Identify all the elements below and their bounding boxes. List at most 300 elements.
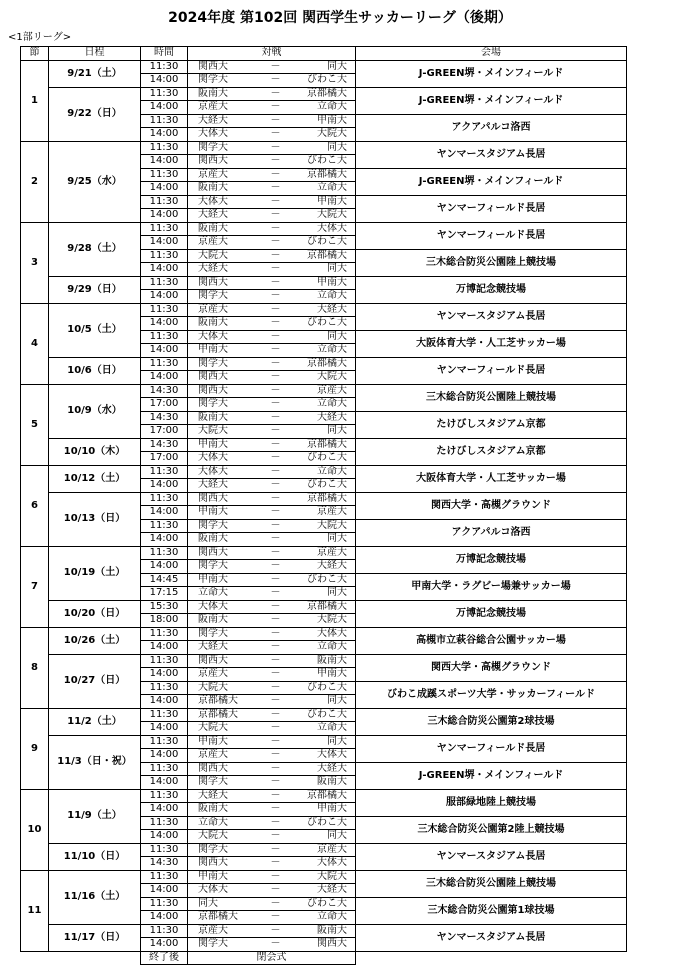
kickoff-time: 11:30 — [141, 492, 188, 506]
away-team: 京産大 — [296, 546, 356, 560]
away-team: びわこ大 — [296, 816, 356, 830]
venue-name: 万博記念競技場 — [356, 600, 627, 627]
home-team: 大体大 — [188, 128, 256, 142]
header-row — [21, 47, 627, 61]
match-row — [21, 546, 627, 560]
vs-dash: － — [256, 398, 296, 412]
match-date: 10/27（日） — [49, 654, 141, 708]
away-team: 大経大 — [296, 884, 356, 898]
venue-name: 甲南大学・ラグビー場兼サッカー場 — [356, 573, 627, 600]
home-team: 大経大 — [188, 641, 256, 655]
vs-dash: － — [256, 263, 296, 277]
venue-name: 高槻市立萩谷総合公園サッカー場 — [356, 627, 627, 654]
round-number: 9 — [21, 708, 49, 789]
away-team: びわこ大 — [296, 74, 356, 88]
match-row — [21, 141, 627, 155]
closing-row — [21, 951, 627, 965]
vs-dash: － — [256, 425, 296, 439]
kickoff-time: 14:00 — [141, 506, 188, 520]
blank-cell — [21, 951, 49, 965]
match-date: 11/10（日） — [49, 843, 141, 870]
kickoff-time: 11:30 — [141, 735, 188, 749]
vs-dash: － — [256, 708, 296, 722]
match-row — [21, 735, 627, 749]
venue-name: 大阪体育大学・人工芝サッカー場 — [356, 330, 627, 357]
away-team: 関西大 — [296, 938, 356, 952]
match-date: 10/5（土） — [49, 303, 141, 357]
vs-dash: － — [256, 128, 296, 142]
match-row — [21, 357, 627, 371]
kickoff-time: 14:00 — [141, 722, 188, 736]
away-team: 京都橘大 — [296, 357, 356, 371]
away-team: 大体大 — [296, 857, 356, 871]
home-team: 甲南大 — [188, 870, 256, 884]
match-date: 11/3（日・祝） — [49, 735, 141, 789]
away-team: 阪南大 — [296, 924, 356, 938]
away-team: 京都橘大 — [296, 492, 356, 506]
away-team: 大体大 — [296, 627, 356, 641]
home-team: 京都橘大 — [188, 911, 256, 925]
home-team: 阪南大 — [188, 222, 256, 236]
page-title: 2024年度 第102回 関西学生サッカーリーグ（後期） — [168, 10, 512, 26]
kickoff-time: 14:00 — [141, 344, 188, 358]
round-number: 7 — [21, 546, 49, 627]
blank-cell — [356, 951, 627, 965]
round-number: 4 — [21, 303, 49, 384]
venue-name: ヤンマーフィールド長居 — [356, 222, 627, 249]
vs-dash: － — [256, 722, 296, 736]
vs-dash: － — [256, 573, 296, 587]
kickoff-time: 14:00 — [141, 911, 188, 925]
vs-dash: － — [256, 762, 296, 776]
kickoff-time: 17:15 — [141, 587, 188, 601]
kickoff-time: 14:30 — [141, 857, 188, 871]
away-team: 大院大 — [296, 614, 356, 628]
header-date: 日程 — [49, 47, 141, 61]
vs-dash: － — [256, 438, 296, 452]
away-team: 甲南大 — [296, 803, 356, 817]
kickoff-time: 11:30 — [141, 924, 188, 938]
kickoff-time: 14:00 — [141, 290, 188, 304]
home-team: 甲南大 — [188, 735, 256, 749]
venue-name: J-GREEN堺・メインフィールド — [356, 762, 627, 789]
away-team: 甲南大 — [296, 195, 356, 209]
match-date: 10/10（木） — [49, 438, 141, 465]
away-team: 大経大 — [296, 303, 356, 317]
vs-dash: － — [256, 924, 296, 938]
away-team: 同大 — [296, 695, 356, 709]
home-team: 関学大 — [188, 843, 256, 857]
home-team: 立命大 — [188, 587, 256, 601]
venue-name: ヤンマースタジアム長居 — [356, 303, 627, 330]
away-team: 京都橘大 — [296, 600, 356, 614]
home-team: 関学大 — [188, 74, 256, 88]
vs-dash: － — [256, 627, 296, 641]
away-team: 甲南大 — [296, 114, 356, 128]
home-team: 京産大 — [188, 303, 256, 317]
home-team: 関西大 — [188, 276, 256, 290]
vs-dash: － — [256, 195, 296, 209]
away-team: 同大 — [296, 60, 356, 74]
vs-dash: － — [256, 357, 296, 371]
home-team: 大体大 — [188, 465, 256, 479]
vs-dash: － — [256, 519, 296, 533]
venue-name: 三木総合防災公園第2球技場 — [356, 708, 627, 735]
match-row — [21, 789, 627, 803]
home-team: 関学大 — [188, 560, 256, 574]
away-team: 立命大 — [296, 641, 356, 655]
home-team: 関学大 — [188, 627, 256, 641]
kickoff-time: 14:00 — [141, 533, 188, 547]
header-sec: 節 — [21, 47, 49, 61]
home-team: 大経大 — [188, 114, 256, 128]
kickoff-time: 11:30 — [141, 114, 188, 128]
match-date: 10/13（日） — [49, 492, 141, 546]
match-date: 9/22（日） — [49, 87, 141, 141]
away-team: 同大 — [296, 425, 356, 439]
header-time: 時間 — [141, 47, 188, 61]
vs-dash: － — [256, 87, 296, 101]
away-team: 同大 — [296, 587, 356, 601]
match-date: 9/25（水） — [49, 141, 141, 222]
match-date: 10/6（日） — [49, 357, 141, 384]
away-team: 京都橘大 — [296, 438, 356, 452]
kickoff-time: 14:00 — [141, 830, 188, 844]
match-row — [21, 438, 627, 452]
kickoff-time: 14:00 — [141, 479, 188, 493]
vs-dash: － — [256, 816, 296, 830]
home-team: 関学大 — [188, 938, 256, 952]
kickoff-time: 14:00 — [141, 128, 188, 142]
home-team: 関学大 — [188, 141, 256, 155]
home-team: 大経大 — [188, 263, 256, 277]
kickoff-time: 14:00 — [141, 560, 188, 574]
vs-dash: － — [256, 384, 296, 398]
kickoff-time: 11:30 — [141, 546, 188, 560]
away-team: びわこ大 — [296, 681, 356, 695]
home-team: 関西大 — [188, 654, 256, 668]
venue-name: 関西大学・高槻グラウンド — [356, 492, 627, 519]
kickoff-time: 14:00 — [141, 263, 188, 277]
match-row — [21, 843, 627, 857]
match-row — [21, 492, 627, 506]
away-team: 京都橘大 — [296, 168, 356, 182]
vs-dash: － — [256, 465, 296, 479]
home-team: 同大 — [188, 897, 256, 911]
round-number: 5 — [21, 384, 49, 465]
venue-name: ヤンマーフィールド長居 — [356, 735, 627, 762]
home-team: 関西大 — [188, 60, 256, 74]
kickoff-time: 11:30 — [141, 357, 188, 371]
kickoff-time: 14:00 — [141, 317, 188, 331]
away-team: びわこ大 — [296, 479, 356, 493]
away-team: 同大 — [296, 830, 356, 844]
home-team: 京産大 — [188, 749, 256, 763]
match-row — [21, 924, 627, 938]
match-date: 9/29（日） — [49, 276, 141, 303]
vs-dash: － — [256, 492, 296, 506]
vs-dash: － — [256, 830, 296, 844]
vs-dash: － — [256, 654, 296, 668]
away-team: びわこ大 — [296, 708, 356, 722]
away-team: 同大 — [296, 263, 356, 277]
kickoff-time: 14:00 — [141, 668, 188, 682]
header-match: 対戦 — [188, 47, 356, 61]
away-team: 京都橘大 — [296, 789, 356, 803]
vs-dash: － — [256, 668, 296, 682]
home-team: 阪南大 — [188, 614, 256, 628]
home-team: 京産大 — [188, 924, 256, 938]
venue-name: ヤンマーフィールド長居 — [356, 357, 627, 384]
home-team: 京産大 — [188, 101, 256, 115]
kickoff-time: 11:30 — [141, 519, 188, 533]
vs-dash: － — [256, 506, 296, 520]
kickoff-time: 11:30 — [141, 141, 188, 155]
home-team: 関学大 — [188, 776, 256, 790]
vs-dash: － — [256, 695, 296, 709]
venue-name: 万博記念競技場 — [356, 546, 627, 573]
home-team: 阪南大 — [188, 317, 256, 331]
kickoff-time: 11:30 — [141, 681, 188, 695]
away-team: びわこ大 — [296, 317, 356, 331]
match-date: 10/9（水） — [49, 384, 141, 438]
round-number: 11 — [21, 870, 49, 951]
kickoff-time: 11:30 — [141, 87, 188, 101]
round-number: 2 — [21, 141, 49, 222]
home-team: 大院大 — [188, 249, 256, 263]
blank-cell — [49, 951, 141, 965]
match-row — [21, 654, 627, 668]
away-team: 同大 — [296, 330, 356, 344]
kickoff-time: 11:30 — [141, 816, 188, 830]
match-row — [21, 276, 627, 290]
away-team: 立命大 — [296, 722, 356, 736]
away-team: 阪南大 — [296, 776, 356, 790]
vs-dash: － — [256, 789, 296, 803]
vs-dash: － — [256, 209, 296, 223]
kickoff-time: 14:00 — [141, 209, 188, 223]
match-row — [21, 87, 627, 101]
kickoff-time: 17:00 — [141, 452, 188, 466]
vs-dash: － — [256, 843, 296, 857]
venue-name: 服部緑地陸上競技場 — [356, 789, 627, 816]
vs-dash: － — [256, 614, 296, 628]
vs-dash: － — [256, 641, 296, 655]
home-team: 大経大 — [188, 789, 256, 803]
vs-dash: － — [256, 560, 296, 574]
vs-dash: － — [256, 911, 296, 925]
home-team: 大体大 — [188, 330, 256, 344]
vs-dash: － — [256, 938, 296, 952]
away-team: 大経大 — [296, 762, 356, 776]
kickoff-time: 14:30 — [141, 384, 188, 398]
kickoff-time: 11:30 — [141, 276, 188, 290]
kickoff-time: 14:00 — [141, 155, 188, 169]
vs-dash: － — [256, 533, 296, 547]
round-number: 6 — [21, 465, 49, 546]
kickoff-time: 11:30 — [141, 654, 188, 668]
vs-dash: － — [256, 803, 296, 817]
venue-name: びわこ成蹊スポーツ大学・サッカーフィールド — [356, 681, 627, 708]
closing-ceremony: 閉会式 — [188, 951, 356, 965]
vs-dash: － — [256, 897, 296, 911]
kickoff-time: 17:00 — [141, 425, 188, 439]
kickoff-time: 14:00 — [141, 803, 188, 817]
kickoff-time: 14:00 — [141, 776, 188, 790]
away-team: 立命大 — [296, 290, 356, 304]
away-team: 立命大 — [296, 101, 356, 115]
away-team: 大体大 — [296, 749, 356, 763]
home-team: 大体大 — [188, 884, 256, 898]
home-team: 関西大 — [188, 857, 256, 871]
kickoff-time: 14:00 — [141, 641, 188, 655]
away-team: 京都橘大 — [296, 87, 356, 101]
venue-name: 関西大学・高槻グラウンド — [356, 654, 627, 681]
kickoff-time: 14:00 — [141, 884, 188, 898]
vs-dash: － — [256, 290, 296, 304]
kickoff-time: 11:30 — [141, 465, 188, 479]
venue-name: J-GREEN堺・メインフィールド — [356, 168, 627, 195]
match-date: 9/21（土） — [49, 60, 141, 87]
away-team: 同大 — [296, 141, 356, 155]
away-team: 大経大 — [296, 560, 356, 574]
vs-dash: － — [256, 182, 296, 196]
home-team: 大院大 — [188, 425, 256, 439]
home-team: 甲南大 — [188, 438, 256, 452]
vs-dash: － — [256, 371, 296, 385]
vs-dash: － — [256, 749, 296, 763]
home-team: 甲南大 — [188, 506, 256, 520]
kickoff-time: 11:30 — [141, 195, 188, 209]
round-number: 3 — [21, 222, 49, 303]
vs-dash: － — [256, 249, 296, 263]
vs-dash: － — [256, 344, 296, 358]
venue-name: ヤンマーフィールド長居 — [356, 195, 627, 222]
home-team: 大経大 — [188, 479, 256, 493]
match-row — [21, 60, 627, 74]
venue-name: 三木総合防災公園第2陸上競技場 — [356, 816, 627, 843]
match-date: 10/20（日） — [49, 600, 141, 627]
home-team: 大体大 — [188, 452, 256, 466]
vs-dash: － — [256, 101, 296, 115]
match-date: 9/28（土） — [49, 222, 141, 276]
vs-dash: － — [256, 884, 296, 898]
kickoff-time: 14:00 — [141, 938, 188, 952]
home-team: 大院大 — [188, 722, 256, 736]
away-team: 大院大 — [296, 371, 356, 385]
kickoff-time: 11:30 — [141, 168, 188, 182]
venue-name: 三木総合防災公園陸上競技場 — [356, 870, 627, 897]
vs-dash: － — [256, 168, 296, 182]
vs-dash: － — [256, 452, 296, 466]
vs-dash: － — [256, 735, 296, 749]
away-team: びわこ大 — [296, 897, 356, 911]
home-team: 大体大 — [188, 600, 256, 614]
schedule-table — [20, 46, 627, 965]
vs-dash: － — [256, 600, 296, 614]
match-row — [21, 465, 627, 479]
match-date: 10/19（土） — [49, 546, 141, 600]
away-team: 京産大 — [296, 843, 356, 857]
away-team: 立命大 — [296, 182, 356, 196]
header-venue: 会場 — [356, 47, 627, 61]
home-team: 阪南大 — [188, 182, 256, 196]
home-team: 阪南大 — [188, 87, 256, 101]
away-team: 大院大 — [296, 128, 356, 142]
round-number: 8 — [21, 627, 49, 708]
kickoff-time: 18:00 — [141, 614, 188, 628]
home-team: 大院大 — [188, 830, 256, 844]
home-team: 阪南大 — [188, 533, 256, 547]
vs-dash: － — [256, 776, 296, 790]
venue-name: アクアパルコ洛西 — [356, 519, 627, 546]
away-team: びわこ大 — [296, 236, 356, 250]
venue-name: 万博記念競技場 — [356, 276, 627, 303]
schedule-body — [21, 60, 627, 965]
away-team: 立命大 — [296, 398, 356, 412]
away-team: 京都橘大 — [296, 249, 356, 263]
vs-dash: － — [256, 60, 296, 74]
match-date: 11/9（土） — [49, 789, 141, 843]
vs-dash: － — [256, 276, 296, 290]
kickoff-time: 11:30 — [141, 843, 188, 857]
away-team: 大経大 — [296, 411, 356, 425]
venue-name: ヤンマースタジアム長居 — [356, 924, 627, 951]
closing-time: 終了後 — [141, 951, 188, 965]
home-team: 阪南大 — [188, 803, 256, 817]
home-team: 大院大 — [188, 681, 256, 695]
home-team: 関西大 — [188, 492, 256, 506]
kickoff-time: 11:30 — [141, 330, 188, 344]
kickoff-time: 15:30 — [141, 600, 188, 614]
away-team: 阪南大 — [296, 654, 356, 668]
away-team: 大体大 — [296, 222, 356, 236]
home-team: 京都橘大 — [188, 695, 256, 709]
venue-name: 大阪体育大学・人工芝サッカー場 — [356, 465, 627, 492]
vs-dash: － — [256, 546, 296, 560]
match-row — [21, 708, 627, 722]
home-team: 大体大 — [188, 195, 256, 209]
vs-dash: － — [256, 317, 296, 331]
kickoff-time: 11:30 — [141, 303, 188, 317]
kickoff-time: 11:30 — [141, 870, 188, 884]
home-team: 甲南大 — [188, 344, 256, 358]
venue-name: たけびしスタジアム京都 — [356, 411, 627, 438]
away-team: 京産大 — [296, 506, 356, 520]
kickoff-time: 11:30 — [141, 897, 188, 911]
kickoff-time: 14:00 — [141, 236, 188, 250]
round-number: 10 — [21, 789, 49, 870]
vs-dash: － — [256, 330, 296, 344]
home-team: 阪南大 — [188, 411, 256, 425]
match-row — [21, 600, 627, 614]
kickoff-time: 14:45 — [141, 573, 188, 587]
venue-name: J-GREEN堺・メインフィールド — [356, 60, 627, 87]
kickoff-time: 14:00 — [141, 101, 188, 115]
away-team: 大院大 — [296, 209, 356, 223]
home-team: 関学大 — [188, 398, 256, 412]
vs-dash: － — [256, 870, 296, 884]
vs-dash: － — [256, 857, 296, 871]
kickoff-time: 14:00 — [141, 695, 188, 709]
match-row — [21, 222, 627, 236]
vs-dash: － — [256, 222, 296, 236]
match-date: 11/17（日） — [49, 924, 141, 951]
vs-dash: － — [256, 155, 296, 169]
vs-dash: － — [256, 74, 296, 88]
away-team: びわこ大 — [296, 155, 356, 169]
kickoff-time: 17:00 — [141, 398, 188, 412]
